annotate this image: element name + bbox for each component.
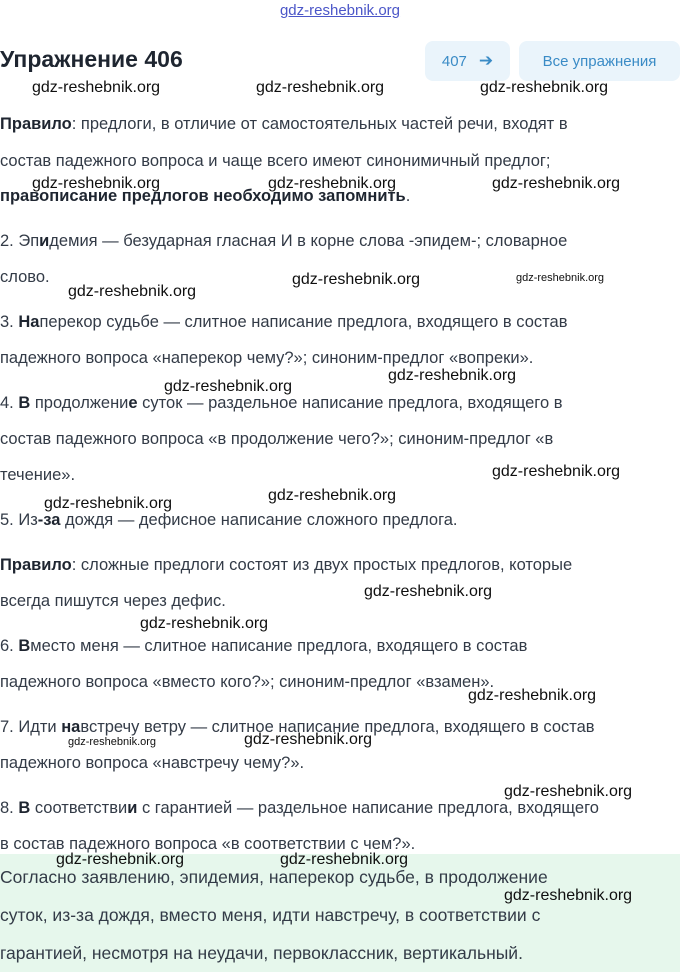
watermark: gdz-reshebnik.org (388, 367, 517, 384)
watermark: gdz-reshebnik.org (468, 687, 597, 704)
rule-label: Правило (0, 556, 72, 574)
item4-line1 (0, 394, 562, 413)
item8-line1 (0, 799, 599, 818)
text: соответстви (30, 799, 128, 817)
highlight: на (61, 718, 81, 736)
highlight: На (18, 313, 40, 331)
text: продолжени (30, 394, 129, 412)
watermark: gdz-reshebnik.org (164, 378, 293, 395)
next-exercise-label: 407 (441, 52, 467, 70)
text: место меня — слитное написание предлога, входящего в состав (30, 637, 528, 655)
watermark: gdz-reshebnik.org (492, 175, 621, 192)
watermark: gdz-reshebnik.org (504, 887, 633, 904)
highlight: е (128, 394, 138, 412)
watermark: gdz-reshebnik.org (256, 79, 385, 96)
watermark: gdz-reshebnik.org (244, 731, 373, 748)
watermark: gdz-reshebnik.org (280, 851, 409, 868)
answer-line3: гарантией, несмотря на неудачи, первоклассник, вертикальный. (0, 943, 523, 963)
highlight: и (39, 232, 50, 250)
answer-line1: Согласно заявлению, эпидемия, наперекор судьбе, в продолжение (0, 867, 548, 887)
text: 8. (0, 799, 19, 817)
watermark: gdz-reshebnik.org (140, 615, 269, 632)
watermark: gdz-reshebnik.org (68, 736, 157, 748)
watermark: gdz-reshebnik.org (364, 583, 493, 600)
text: 5. Из (0, 511, 38, 529)
text: встречу ветру — слитное написание предлога, входящего в состав (80, 718, 595, 736)
highlight: В (18, 394, 31, 412)
all-exercises-button[interactable]: Все упражнения (519, 41, 680, 81)
text: 7. Идти (0, 718, 62, 736)
text: демия — безударная гласная И в корне слова -эпидем-; словарное (49, 232, 568, 250)
item7-line2: падежного вопроса «навстречу чему?». (0, 754, 305, 772)
text: дождя — дефисное написание сложного предлога. (60, 511, 458, 529)
item4-line3: течение». (0, 466, 76, 484)
item6-line2: падежного вопроса «вместо кого?»; синоним-предлог «взамен». (0, 673, 495, 691)
watermark: gdz-reshebnik.org (268, 175, 397, 192)
rule1-line2: состав падежного вопроса и чаще всего имеют синонимичный предлог; (0, 152, 551, 170)
item3-line1 (0, 313, 567, 332)
watermark: gdz-reshebnik.org (516, 272, 605, 284)
watermark: gdz-reshebnik.org (56, 851, 185, 868)
watermark: gdz-reshebnik.org (44, 495, 173, 512)
item2-line2: слово. (0, 268, 50, 286)
highlight: и (127, 799, 138, 817)
site-link[interactable]: gdz-reshebnik.org (279, 2, 401, 19)
watermark: gdz-reshebnik.org (32, 79, 161, 96)
rule2-line1 (0, 556, 572, 575)
watermark: gdz-reshebnik.org (268, 487, 397, 504)
item3-line2: падежного вопроса «наперекор чему?»; синоним-предлог «вопреки». (0, 349, 534, 367)
rule1-line1 (0, 115, 568, 134)
rule-label: Правило (0, 115, 72, 133)
text: 6. (0, 637, 19, 655)
rule-text: : сложные предлоги состоят из двух простых предлогов, которые (71, 556, 573, 574)
watermark: gdz-reshebnik.org (504, 783, 633, 800)
item8-line2: в состав падежного вопроса «в соответствии с чем?». (0, 835, 416, 853)
page-title: Упражнение 406 (0, 46, 183, 72)
text: 2. Эп (0, 232, 40, 250)
text: перекор судьбе — слитное написание предлога, входящего в состав (39, 313, 568, 331)
watermark: gdz-reshebnik.org (32, 175, 161, 192)
watermark: gdz-reshebnik.org (292, 271, 421, 288)
text: 4. (0, 394, 19, 412)
item4-line2: состав падежного вопроса «в продолжение чего?»; синоним-предлог «в (0, 430, 554, 448)
rule-text: : предлоги, в отличие от самостоятельных частей речи, входят в (71, 115, 568, 133)
text: суток — раздельное написание предлога, входящего в (137, 394, 563, 412)
watermark: gdz-reshebnik.org (480, 79, 609, 96)
rule-end: . (405, 187, 411, 205)
highlight: В (18, 637, 31, 655)
item5-line1 (0, 511, 458, 530)
text: 3. (0, 313, 19, 331)
item6-line1 (0, 637, 527, 656)
highlight: В (18, 799, 31, 817)
item2-line1 (0, 232, 567, 251)
watermark: gdz-reshebnik.org (492, 463, 621, 480)
answer-line2: суток, из-за дождя, вместо меня, идти навстречу, в соответствии с (0, 905, 541, 925)
watermark: gdz-reshebnik.org (68, 283, 197, 300)
rule2-line2: всегда пишутся через дефис. (0, 592, 226, 610)
next-exercise-button[interactable] (425, 41, 510, 81)
text: с гарантией — раздельное написание предлога, входящего (137, 799, 599, 817)
highlight: -за (37, 511, 61, 529)
arrow-right-icon: ➔ (478, 51, 494, 70)
rule-emphasis: правописание предлогов необходимо запомнить (0, 187, 406, 205)
